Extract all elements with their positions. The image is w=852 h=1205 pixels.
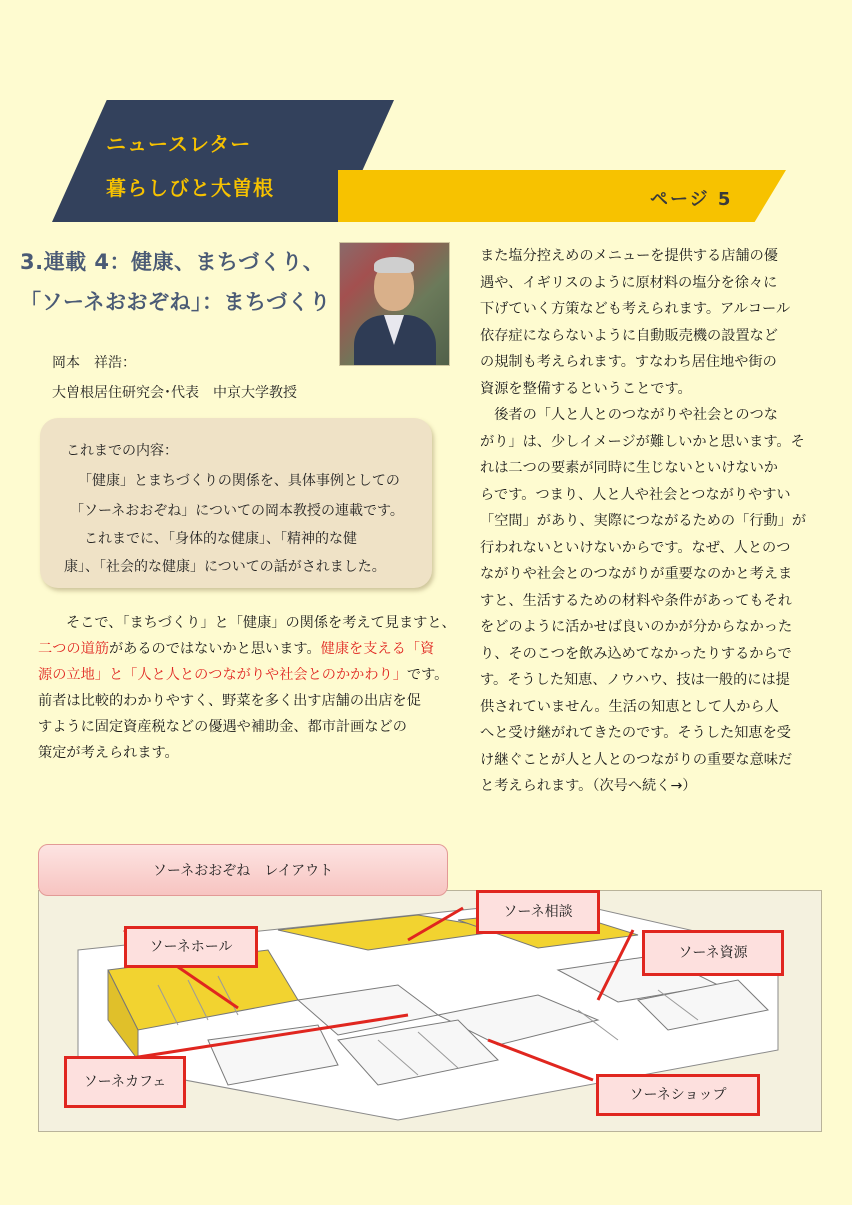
label-sone-shop: ソーネショップ [596, 1074, 760, 1116]
body-line: の規制も考えられます。すなわち居住地や街の [480, 354, 777, 370]
label-sone-hall: ソーネホール [124, 926, 258, 968]
newsletter-title: 暮らしびと大曽根 [106, 176, 274, 200]
body-line [38, 636, 438, 662]
body-left-column [38, 610, 456, 766]
highlight-two-paths: 二つの道筋 [38, 641, 109, 657]
label-sone-consult: ソーネ相談 [476, 890, 600, 934]
body-line: をどのように活かせば良いのかが分からなかった [480, 619, 793, 635]
body-line: 「空間」があり、実際につながるための「行動」が [480, 513, 807, 529]
body-line: 前者は比較的わかりやすく、野菜を多く出す店舗の出店を促 [38, 693, 421, 709]
body-right-column [480, 243, 810, 800]
label-sone-cafe: ソーネカフェ [64, 1056, 186, 1108]
body-line: らです。つまり、人と人や社会とつながりやすい [480, 486, 791, 503]
layout-figure-title: ソーネおおぞね レイアウト [152, 863, 334, 879]
summary-line: 「ソーネおおぞね」についての岡本教授の連載です。 [70, 503, 404, 519]
page-number: ページ 5 [650, 189, 733, 210]
body-line: へと受け継がれてきたのです。そうした知恵を受 [480, 725, 791, 741]
body-line: 行われないといけないからです。なぜ、人とのつ [480, 539, 791, 556]
body-line: 供されていません。生活の知恵として人から人 [480, 698, 779, 715]
summary-line: 康」、「社会的な健康」についての話がされました。 [64, 559, 386, 575]
body-line: れは二つの要素が同時に生じないといけないか [480, 460, 778, 476]
author-name: 岡本 祥浩： [52, 355, 136, 371]
article-title-line2: 「ソーネおおぞね」：まちづくり [20, 290, 331, 314]
article-title-line1: 3.連載 4：健康、まちづくり、 [20, 250, 325, 274]
summary-box [40, 418, 432, 588]
highlight-resource: 健康を支える「資 [320, 641, 435, 657]
body-line: 後者の「人と人とのつながりや社会とのつな [480, 407, 778, 423]
body-line: す。そうした知恵、ノウハウ、技は一般的には提 [480, 672, 790, 688]
body-text: があるのではないかと思います。 [108, 641, 321, 657]
body-line: 資源を整備するということです。 [480, 380, 692, 397]
body-line: 依存症にならないように自動販売機の設置など [480, 327, 778, 344]
photo-hair [374, 257, 414, 273]
summary-line: 「健康」とまちづくりの関係を、具体事例としての [78, 473, 400, 489]
body-line: け継ぐことが人と人とのつながりの重要な意味だ [480, 751, 793, 768]
body-line: ながりや社会とのつながりが重要なのかと考えま [480, 566, 793, 582]
label-sone-resource: ソーネ資源 [642, 930, 784, 976]
summary-heading: これまでの内容： [66, 443, 178, 459]
body-line: と考えられます。（次号へ続く→） [480, 778, 697, 794]
author-affiliation: 大曽根居住研究会･代表 中京大学教授 [52, 385, 297, 401]
body-line: 遇や、イギリスのように原材料の塩分を徐々に [480, 274, 778, 291]
author-photo [339, 242, 450, 366]
body-line: り、そのこつを飲み込めてなかったりするからで [480, 645, 792, 662]
summary-line: これまでに、「身体的な健康」、「精神的な健 [84, 531, 357, 547]
body-line: がり」は、少しイメージが難しいかと思います。そ [480, 433, 805, 450]
body-text: です。 [406, 667, 449, 683]
body-line: 策定が考えられます。 [38, 745, 179, 761]
highlight-connections: 源の立地」と「人と人とのつながりや社会とのかかわり」 [38, 667, 407, 683]
layout-figure-tab [38, 844, 448, 896]
body-line: そこで、「まちづくり」と「健康」の関係を考えて見ますと、 [66, 615, 456, 631]
newsletter-label: ニュースレター [106, 132, 252, 156]
body-line: すと、生活するための材料や条件があってもそれ [480, 592, 792, 609]
body-line: 下げていく方策なども考えられます。アルコール [480, 301, 791, 317]
body-line: また塩分控えめのメニューを提供する店舗の優 [480, 248, 778, 264]
body-line [38, 662, 449, 688]
body-line: すように固定資産税などの優遇や補助金、都市計画などの [38, 719, 407, 735]
